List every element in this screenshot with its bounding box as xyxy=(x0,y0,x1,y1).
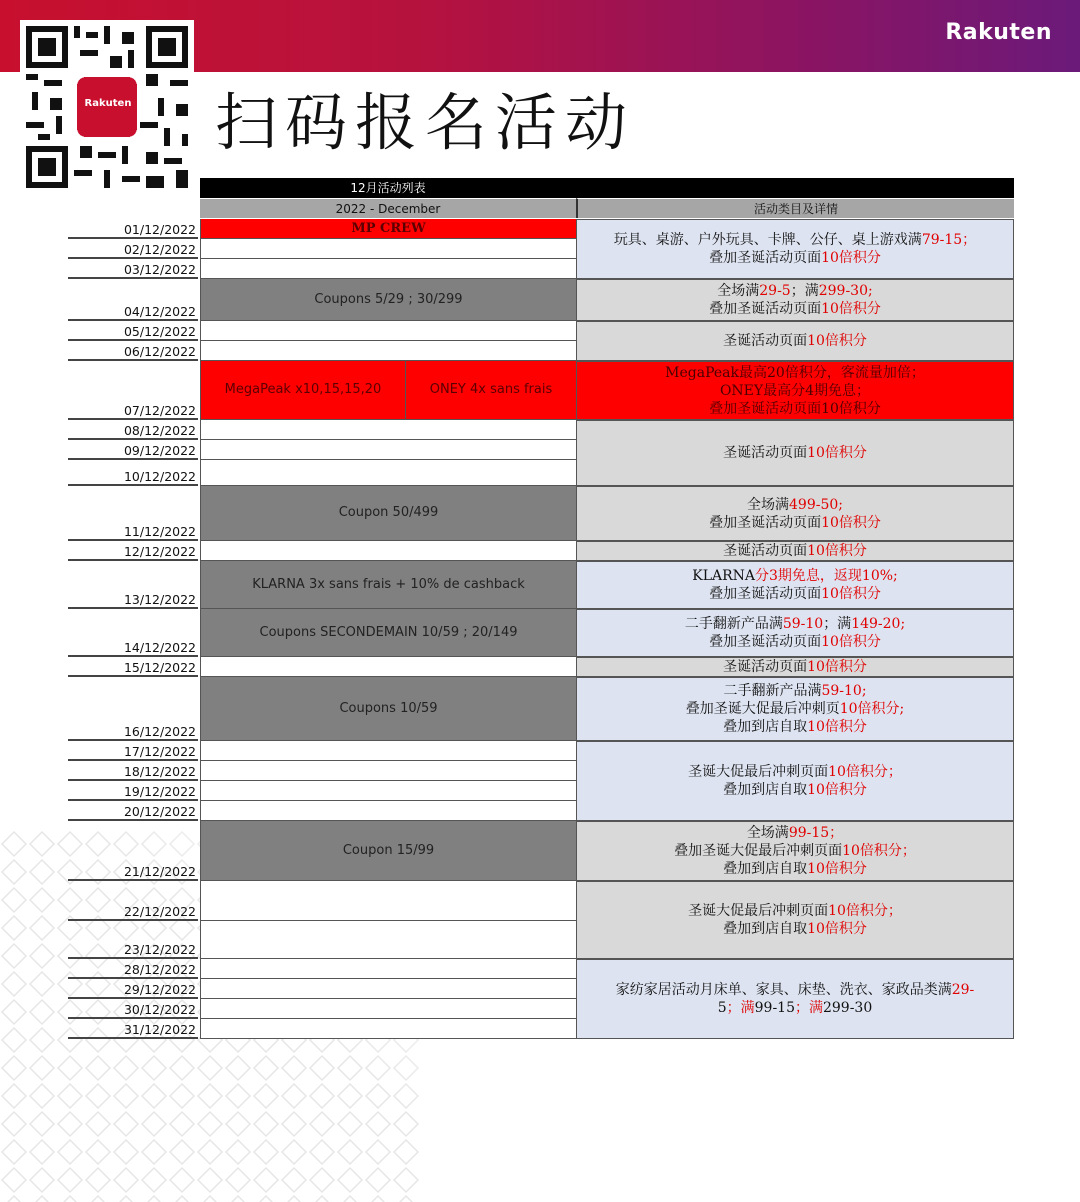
plain-text: 叠加到店自取 xyxy=(723,921,808,937)
event-coupons-5-29: Coupons 5/29 ; 30/299 xyxy=(200,279,576,321)
details-line xyxy=(692,585,898,603)
date-cell: 09/12/2022 xyxy=(68,440,198,460)
details-cell-d10 xyxy=(576,657,1014,677)
highlight-text: 10倍积分 xyxy=(807,719,867,735)
highlight-text: 10倍积分 xyxy=(807,861,867,877)
header-blank xyxy=(576,178,1014,198)
event-coupons-10-59: Coupons 10/59 xyxy=(200,677,576,741)
date-cell: 04/12/2022 xyxy=(68,279,198,321)
details-line xyxy=(709,282,881,300)
highlight-text: 10倍积分； xyxy=(828,764,902,780)
plain-text: KLARNA xyxy=(692,568,756,584)
details-line xyxy=(665,364,925,382)
plain-text: 全场满 xyxy=(747,496,789,513)
date-cell: 28/12/2022 xyxy=(68,959,198,979)
highlight-text: 29-5 xyxy=(759,283,791,299)
event-megapeak: MegaPeak x10,15,15,20 xyxy=(200,361,405,420)
event-empty xyxy=(200,761,576,781)
event-coupon-50-499: Coupon 50/499 xyxy=(200,486,576,541)
plain-text: 叠加圣诞活动页面10倍积分 xyxy=(709,400,881,417)
event-empty xyxy=(200,1019,576,1039)
details-line xyxy=(614,249,976,267)
event-mp-crew: MP CREW xyxy=(200,219,576,239)
details-line xyxy=(723,444,867,462)
date-cell: 02/12/2022 xyxy=(68,239,198,259)
details-cell-d5 xyxy=(576,420,1014,486)
plain-text: MegaPeak最高20倍积分，客流量加倍； xyxy=(665,364,925,381)
details-line xyxy=(709,496,881,514)
plain-text: 叠加圣诞活动页面 xyxy=(709,586,822,602)
details-cell-d15 xyxy=(576,959,1014,1039)
date-cell: 14/12/2022 xyxy=(68,609,198,657)
plain-text: ONEY最高分4期免息； xyxy=(719,382,871,399)
details-line xyxy=(674,842,916,860)
details-text xyxy=(688,902,902,938)
highlight-text: 149-20; xyxy=(851,616,906,632)
details-line xyxy=(686,718,905,736)
plain-text: 叠加圣诞活动页面 xyxy=(709,634,822,650)
highlight-text: ；满 xyxy=(726,1000,755,1016)
date-cell: 30/12/2022 xyxy=(68,999,198,1019)
highlight-text: 10倍积分 xyxy=(821,514,881,531)
details-line xyxy=(685,615,905,633)
event-oney: ONEY 4x sans frais xyxy=(405,361,576,420)
plain-text: 家纺家居活动月床单、家具、床垫、洗衣、家政品类满 xyxy=(615,982,952,998)
event-empty xyxy=(200,881,576,921)
details-cell-d3 xyxy=(576,321,1014,361)
event-klarna: KLARNA 3x sans frais + 10% de cashback xyxy=(200,561,576,609)
date-cell: 05/12/2022 xyxy=(68,321,198,341)
highlight-text: 10倍积分 xyxy=(807,921,867,937)
details-text xyxy=(685,615,905,651)
plain-text: 叠加圣诞活动页面 xyxy=(709,250,822,266)
plain-text: ；满 xyxy=(823,616,852,632)
plain-text: 全场满 xyxy=(746,825,789,841)
details-line xyxy=(665,382,925,400)
plain-text: 全场满 xyxy=(717,283,760,299)
event-empty xyxy=(200,460,576,486)
page-title: 扫码报名活动 xyxy=(215,86,636,159)
highlight-text: ；满 xyxy=(794,1000,823,1016)
plain-text: 圣诞大促最后冲刺页面 xyxy=(688,764,829,780)
highlight-text: 分3期免息，返现10%; xyxy=(755,568,898,584)
date-cell: 21/12/2022 xyxy=(68,821,198,881)
highlight-text: 79-15； xyxy=(921,232,977,248)
details-line xyxy=(686,682,905,700)
event-empty xyxy=(200,259,576,279)
highlight-text: 10倍积分 xyxy=(821,301,881,317)
event-empty xyxy=(200,341,576,361)
plain-text: 5 xyxy=(717,1000,727,1016)
details-line xyxy=(616,999,975,1017)
details-cell-d13 xyxy=(576,821,1014,881)
highlight-text: 10倍积分； xyxy=(828,903,902,919)
event-empty xyxy=(200,741,576,761)
date-cell: 29/12/2022 xyxy=(68,979,198,999)
highlight-text: 10倍积分； xyxy=(842,843,916,859)
details-line xyxy=(616,981,975,999)
details-text xyxy=(686,682,905,736)
details-text xyxy=(723,658,867,676)
date-cell: 22/12/2022 xyxy=(68,881,198,921)
event-empty xyxy=(200,420,576,440)
plain-text: 叠加圣诞大促最后冲刺页 xyxy=(685,701,840,717)
date-cell: 18/12/2022 xyxy=(68,761,198,781)
details-header: 活动类目及详情 xyxy=(576,198,1014,218)
details-line xyxy=(688,920,902,938)
rakuten-logo: Rakuten xyxy=(945,20,1052,45)
highlight-text: 10倍积分; xyxy=(839,701,905,717)
plain-text: 299-30 xyxy=(822,1000,873,1016)
highlight-text: 59-10 xyxy=(782,616,824,632)
details-line xyxy=(692,567,898,585)
plain-text: 圣诞活动页面 xyxy=(723,333,808,349)
highlight-text: 499-50; xyxy=(789,496,843,513)
date-cell: 03/12/2022 xyxy=(68,259,198,279)
highlight-text: 10倍积分 xyxy=(807,543,867,559)
plain-text: 二手翻新产品满 xyxy=(684,616,783,632)
event-empty xyxy=(200,321,576,341)
plain-text: 叠加到店自取 xyxy=(723,782,808,798)
plain-text: 叠加圣诞大促最后冲刺页面 xyxy=(674,843,843,859)
date-cell: 17/12/2022 xyxy=(68,741,198,761)
highlight-text: 99-15； xyxy=(788,825,844,841)
details-cell-d1 xyxy=(576,219,1014,279)
highlight-text: 10倍积分 xyxy=(821,250,881,266)
details-line xyxy=(686,700,905,718)
highlight-text: 29- xyxy=(951,982,975,998)
details-text xyxy=(674,824,916,878)
details-cell-d2 xyxy=(576,279,1014,321)
details-line xyxy=(688,763,902,781)
details-line xyxy=(688,781,902,799)
details-line xyxy=(723,542,867,560)
date-cell: 10/12/2022 xyxy=(68,460,198,486)
plain-text: 叠加圣诞活动页面 xyxy=(709,301,822,317)
details-line xyxy=(709,300,881,318)
date-cell: 11/12/2022 xyxy=(68,486,198,541)
plain-text: ；满 xyxy=(790,283,819,299)
details-cell-d8 xyxy=(576,561,1014,609)
plain-text: 玩具、桌游、户外玩具、卡牌、公仔、桌上游戏满 xyxy=(613,232,922,248)
event-empty xyxy=(200,781,576,801)
date-cell: 08/12/2022 xyxy=(68,420,198,440)
plain-text: 圣诞大促最后冲刺页面 xyxy=(688,903,829,919)
details-cell-d11 xyxy=(576,677,1014,741)
highlight-text: 59-10; xyxy=(821,683,867,699)
event-empty xyxy=(200,979,576,999)
highlight-text: 10倍积分 xyxy=(807,445,867,461)
month-title: 12月活动列表 xyxy=(200,178,576,198)
month-subtitle: 2022 - December xyxy=(200,198,576,218)
event-empty xyxy=(200,801,576,821)
details-cell-d6 xyxy=(576,486,1014,541)
event-empty xyxy=(200,999,576,1019)
date-cell: 13/12/2022 xyxy=(68,561,198,609)
event-empty xyxy=(200,440,576,460)
details-text xyxy=(692,567,898,603)
event-coupon-15-99: Coupon 15/99 xyxy=(200,821,576,881)
details-line xyxy=(674,860,916,878)
plain-text: 圣诞活动页面 xyxy=(723,543,808,559)
date-cell: 20/12/2022 xyxy=(68,801,198,821)
details-line xyxy=(614,231,976,249)
details-text xyxy=(665,364,925,418)
details-cell-d9 xyxy=(576,609,1014,657)
plain-text: 叠加到店自取 xyxy=(723,719,808,735)
highlight-text: 10倍积分 xyxy=(821,634,881,650)
plain-text: 99-15 xyxy=(754,1000,795,1016)
date-cell: 01/12/2022 xyxy=(68,219,198,239)
details-text xyxy=(709,282,881,318)
plain-text: 圣诞活动页面 xyxy=(723,445,808,461)
details-line xyxy=(674,824,916,842)
date-cell: 19/12/2022 xyxy=(68,781,198,801)
event-empty xyxy=(200,921,576,959)
plain-text: 二手翻新产品满 xyxy=(723,683,822,699)
highlight-text: 299-30; xyxy=(818,283,873,299)
qr-logo-label: Rakuten xyxy=(84,98,132,109)
date-cell: 23/12/2022 xyxy=(68,921,198,959)
details-text xyxy=(614,231,976,267)
date-cell: 15/12/2022 xyxy=(68,657,198,677)
highlight-text: 10倍积分 xyxy=(821,586,881,602)
details-line xyxy=(709,514,881,532)
details-text xyxy=(723,444,867,462)
event-empty xyxy=(200,657,576,677)
details-cell-d7 xyxy=(576,541,1014,561)
details-text xyxy=(723,332,867,350)
plain-text: 叠加到店自取 xyxy=(723,861,808,877)
details-text xyxy=(616,981,975,1017)
details-cell-d4 xyxy=(576,361,1014,420)
highlight-text: 10倍积分 xyxy=(807,333,867,349)
plain-text: 圣诞活动页面 xyxy=(723,659,808,675)
plain-text: 叠加圣诞活动页面 xyxy=(709,514,822,531)
date-cell: 16/12/2022 xyxy=(68,677,198,741)
details-cell-d14 xyxy=(576,881,1014,959)
event-empty xyxy=(200,239,576,259)
details-line xyxy=(685,633,905,651)
highlight-text: 10倍积分 xyxy=(807,659,867,675)
details-line xyxy=(723,332,867,350)
highlight-text: 10倍积分 xyxy=(807,782,867,798)
details-text xyxy=(688,763,902,799)
event-empty xyxy=(200,541,576,561)
details-line xyxy=(723,658,867,676)
event-coupons-secondemain: Coupons SECONDEMAIN 10/59 ; 20/149 xyxy=(200,609,576,657)
date-cell: 12/12/2022 xyxy=(68,541,198,561)
details-line xyxy=(665,400,925,418)
date-cell: 06/12/2022 xyxy=(68,341,198,361)
date-cell: 07/12/2022 xyxy=(68,361,198,420)
event-empty xyxy=(200,959,576,979)
details-line xyxy=(688,902,902,920)
details-text xyxy=(723,542,867,560)
date-cell: 31/12/2022 xyxy=(68,1019,198,1039)
details-text xyxy=(709,496,881,532)
details-cell-d12 xyxy=(576,741,1014,821)
